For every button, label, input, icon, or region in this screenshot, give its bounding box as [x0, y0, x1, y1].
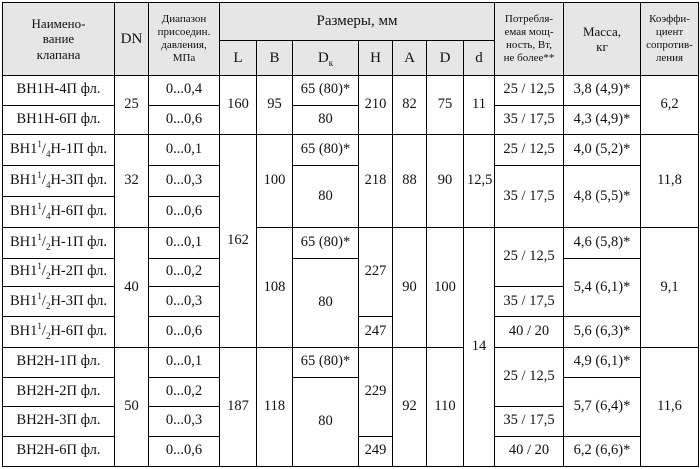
- pressure-cell: 0...0,1: [149, 135, 220, 165]
- valve-name-suffix: Н-6П фл.: [50, 203, 107, 220]
- valve-spec-table: [2, 2, 699, 467]
- table-row: [3, 228, 699, 258]
- H-cell: 218: [359, 135, 393, 228]
- header-dn: DN: [115, 3, 149, 76]
- valve-name: [3, 436, 115, 466]
- H-cell: 247: [359, 317, 393, 347]
- valve-name-suffix: Н-1П фл.: [50, 141, 107, 158]
- valve-name: $ВН1^1/_2Н-1П$ фл.: [3, 228, 115, 258]
- header-B: B: [257, 41, 293, 75]
- mass-cell: 4,0 (5,2)*: [564, 135, 641, 165]
- valve-name-text: ВН2Н-3П фл.: [16, 412, 101, 429]
- power-cell: 25 / 12,5: [495, 347, 564, 407]
- H-cell: 249: [359, 436, 393, 466]
- B-cell: 100: [257, 135, 293, 228]
- header-d: d: [464, 41, 495, 75]
- pressure-cell: 0...0,6: [149, 317, 220, 347]
- valve-name: [3, 377, 115, 406]
- table-row: [3, 258, 699, 286]
- mass-cell: 5,4 (6,1)*: [564, 258, 641, 317]
- valve-name-frac-den: 2: [45, 241, 51, 252]
- D-cell: 90: [427, 135, 464, 228]
- valve-name-frac-num: 1: [37, 170, 42, 181]
- H-cell: 229: [359, 347, 393, 436]
- B-cell: 108: [257, 228, 293, 347]
- L-cell: 162: [220, 135, 257, 347]
- valve-name-prefix: ВН1: [10, 322, 38, 339]
- table-row: [3, 106, 699, 135]
- mass-cell: 4,8 (5,5)*: [564, 165, 641, 228]
- valve-name: [3, 347, 115, 377]
- pressure-cell: 0...0,1: [149, 347, 220, 377]
- valve-name-frac-den: 2: [45, 330, 51, 341]
- header-D: D: [427, 41, 464, 75]
- valve-name-text: ВН2Н-2П фл.: [16, 383, 101, 400]
- header-A: A: [393, 41, 427, 75]
- header-row-top: [3, 3, 699, 41]
- Dk-cell: 65 (80)*: [293, 347, 359, 377]
- header-H: H: [359, 41, 393, 75]
- header-name: Наимено- вание клапана: [3, 3, 115, 76]
- power-cell: 35 / 17,5: [495, 165, 564, 228]
- valve-name: [3, 106, 115, 135]
- mass-cell: 5,6 (6,3)*: [564, 317, 641, 347]
- valve-name-suffix: Н-3П фл.: [50, 292, 107, 309]
- power-cell: 25 / 12,5: [495, 135, 564, 165]
- Dk-cell: 80: [293, 377, 359, 466]
- valve-name: $ВН1^1/_2Н-6П$ фл.: [3, 317, 115, 347]
- valve-name: $ВН1^1/_2Н-3П$ фл.: [3, 286, 115, 316]
- pressure-cell: 0...0,2: [149, 377, 220, 406]
- valve-name: $ВН1^1/_4Н-6П$ фл.: [3, 197, 115, 228]
- valve-name-suffix: Н-6П фл.: [50, 322, 107, 339]
- Dk-cell: 65 (80)*: [293, 135, 359, 165]
- B-cell: 95: [257, 75, 293, 135]
- pressure-cell: 0...0,6: [149, 436, 220, 466]
- valve-name-suffix: Н-1П фл.: [50, 234, 107, 251]
- valve-name: [3, 75, 115, 105]
- power-cell: 40 / 20: [495, 317, 564, 347]
- pressure-cell: 0...0,6: [149, 106, 220, 135]
- valve-name-frac-den: 4: [45, 148, 51, 159]
- coef-cell: 9,1: [641, 228, 699, 347]
- d-cell: 12,5: [464, 135, 495, 228]
- power-cell: 25 / 12,5: [495, 228, 564, 287]
- valve-name-frac-num: 1: [37, 261, 42, 272]
- pressure-cell: 0...0,3: [149, 286, 220, 316]
- L-cell: 187: [220, 347, 257, 466]
- D-cell: 100: [427, 228, 464, 347]
- D-cell: 110: [427, 347, 464, 466]
- valve-name-suffix: Н-3П фл.: [50, 171, 107, 188]
- Dk-cell: 80: [293, 258, 359, 347]
- valve-name-frac-num: 1: [37, 139, 42, 150]
- mass-cell: 4,6 (5,8)*: [564, 228, 641, 258]
- valve-name-frac-num: 1: [37, 232, 42, 243]
- Dk-cell: 65 (80)*: [293, 75, 359, 105]
- H-cell: 210: [359, 75, 393, 135]
- header-Dk-main: D: [317, 49, 329, 66]
- valve-name-text: ВН2Н-6П фл.: [16, 442, 101, 459]
- d-cell: 14: [464, 228, 495, 467]
- table-row: [3, 377, 699, 406]
- power-cell: 35 / 17,5: [495, 407, 564, 436]
- dn-cell: 32: [115, 135, 149, 228]
- valve-name-prefix: ВН1: [10, 171, 38, 188]
- mass-cell: 4,9 (6,1)*: [564, 347, 641, 377]
- H-cell: 227: [359, 228, 393, 317]
- valve-name-suffix: Н-2П фл.: [50, 263, 107, 280]
- A-cell: 82: [393, 75, 427, 135]
- A-cell: 92: [393, 347, 427, 466]
- pressure-cell: 0...0,2: [149, 258, 220, 286]
- header-Dk-sub: к: [328, 57, 334, 68]
- mass-cell: 3,8 (4,9)*: [564, 75, 641, 105]
- dn-cell: 50: [115, 347, 149, 466]
- table-row: [3, 165, 699, 196]
- valve-name-text: ВН1Н-6П фл.: [16, 111, 101, 128]
- Dk-cell: 65 (80)*: [293, 228, 359, 258]
- valve-name: [3, 407, 115, 436]
- header-pressure: Диапазон присоедин. давления, МПа: [149, 3, 220, 76]
- valve-name-frac-num: 1: [37, 290, 42, 301]
- valve-name-prefix: ВН1: [10, 141, 38, 158]
- valve-name-prefix: ВН1: [10, 263, 38, 280]
- pressure-cell: 0...0,6: [149, 197, 220, 228]
- A-cell: 90: [393, 228, 427, 347]
- dn-cell: 25: [115, 75, 149, 135]
- valve-name-text: ВН2Н-1П фл.: [16, 353, 101, 370]
- B-cell: 118: [257, 347, 293, 466]
- valve-name-frac-den: 2: [45, 271, 51, 282]
- header-L: L: [220, 41, 257, 75]
- pressure-cell: 0...0,4: [149, 75, 220, 105]
- table-row: [3, 135, 699, 165]
- table-row: [3, 347, 699, 377]
- valve-name-frac-num: 1: [37, 321, 42, 332]
- valve-name-text: ВН1Н-4П фл.: [16, 81, 101, 98]
- D-cell: 75: [427, 75, 464, 135]
- mass-cell: 5,7 (6,4)*: [564, 377, 641, 436]
- valve-name-frac-den: 4: [45, 211, 51, 222]
- dn-cell: 40: [115, 228, 149, 347]
- header-power: Потребля- емая мощ- ность, Вт, не более**: [495, 3, 564, 76]
- Dk-cell: 80: [293, 165, 359, 228]
- d-cell: 11: [464, 75, 495, 135]
- power-cell: 25 / 12,5: [495, 75, 564, 105]
- coef-cell: 6,2: [641, 75, 699, 135]
- coef-cell: 11,6: [641, 347, 699, 466]
- header-Dk: [293, 41, 359, 75]
- header-mass: Масса, кг: [564, 3, 641, 76]
- Dk-cell: 80: [293, 106, 359, 135]
- mass-cell: 4,3 (4,9)*: [564, 106, 641, 135]
- valve-name-prefix: ВН1: [10, 292, 38, 309]
- valve-name-frac-den: 4: [45, 179, 51, 190]
- power-cell: 35 / 17,5: [495, 286, 564, 316]
- L-cell: 160: [220, 75, 257, 135]
- header-coef: Коэффи- циент сопротив- ления: [641, 3, 699, 76]
- table-row: [3, 75, 699, 105]
- mass-cell: 6,2 (6,6)*: [564, 436, 641, 466]
- pressure-cell: 0...0,1: [149, 228, 220, 258]
- power-cell: 35 / 17,5: [495, 106, 564, 135]
- valve-name: $ВН1^1/_4Н-1П$ фл.: [3, 135, 115, 165]
- valve-name-prefix: ВН1: [10, 234, 38, 251]
- valve-name-prefix: ВН1: [10, 203, 38, 220]
- coef-cell: 11,8: [641, 135, 699, 228]
- pressure-cell: 0...0,3: [149, 407, 220, 436]
- header-sizes: Размеры, мм: [220, 3, 495, 41]
- A-cell: 88: [393, 135, 427, 228]
- valve-name: $ВН1^1/_4Н-3П$ фл.: [3, 165, 115, 196]
- valve-name-frac-num: 1: [37, 201, 42, 212]
- pressure-cell: 0...0,3: [149, 165, 220, 196]
- valve-name: $ВН1^1/_2Н-2П$ фл.: [3, 258, 115, 286]
- power-cell: 40 / 20: [495, 436, 564, 466]
- valve-name-frac-den: 2: [45, 300, 51, 311]
